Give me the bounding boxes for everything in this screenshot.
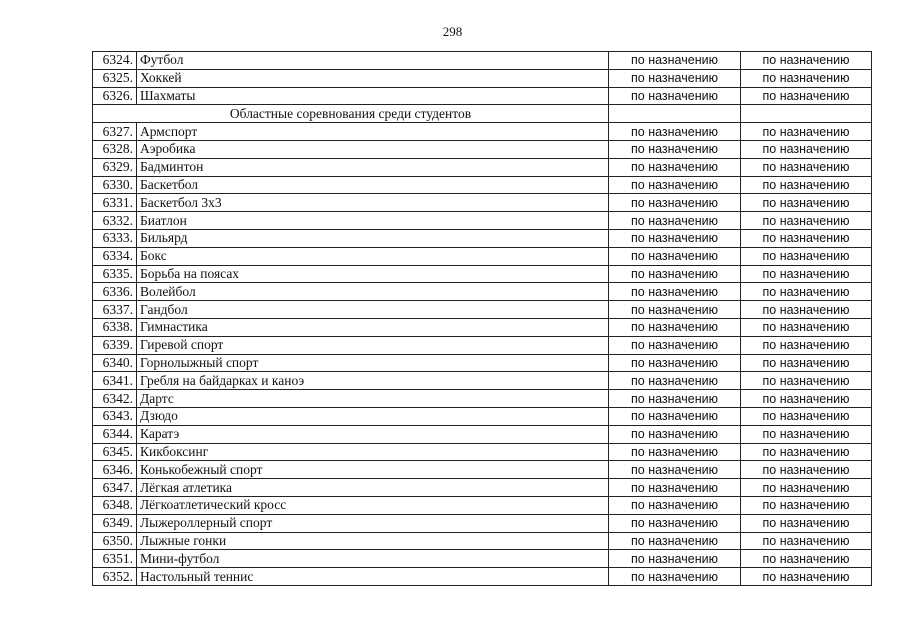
value-cell: по назначению	[741, 461, 872, 479]
value-cell: по назначению	[741, 176, 872, 194]
sport-name: Гребля на байдарках и каноэ	[137, 372, 609, 390]
table-row	[93, 123, 872, 141]
sport-name: Мини-футбол	[137, 550, 609, 568]
table-row	[93, 158, 872, 176]
row-number: 6351.	[93, 550, 137, 568]
value-cell: по назначению	[609, 443, 741, 461]
row-number: 6348.	[93, 496, 137, 514]
row-number: 6341.	[93, 372, 137, 390]
sport-name: Бадминтон	[137, 158, 609, 176]
row-number: 6326.	[93, 87, 137, 105]
table-row	[93, 140, 872, 158]
sport-name: Лыжероллерный спорт	[137, 514, 609, 532]
sport-name: Гандбол	[137, 301, 609, 319]
value-cell: по назначению	[741, 532, 872, 550]
value-cell: по назначению	[609, 52, 741, 70]
value-cell: по назначению	[609, 461, 741, 479]
row-number: 6345.	[93, 443, 137, 461]
value-cell: по назначению	[741, 443, 872, 461]
value-cell: по назначению	[741, 283, 872, 301]
row-number: 6347.	[93, 479, 137, 497]
row-number: 6339.	[93, 336, 137, 354]
table-row	[93, 550, 872, 568]
value-cell: по назначению	[741, 479, 872, 497]
value-cell: по назначению	[741, 496, 872, 514]
sport-name: Баскетбол	[137, 176, 609, 194]
sport-name: Каратэ	[137, 425, 609, 443]
value-cell: по назначению	[609, 425, 741, 443]
value-cell: по назначению	[609, 318, 741, 336]
sport-name: Биатлон	[137, 212, 609, 230]
table-row	[93, 461, 872, 479]
table-row	[93, 247, 872, 265]
row-number: 6342.	[93, 390, 137, 408]
table-body	[93, 52, 872, 586]
sport-name: Футбол	[137, 52, 609, 70]
value-cell: по назначению	[609, 87, 741, 105]
table-row	[93, 176, 872, 194]
table-row	[93, 390, 872, 408]
row-number: 6344.	[93, 425, 137, 443]
row-number: 6325.	[93, 69, 137, 87]
value-cell: по назначению	[741, 514, 872, 532]
table-row	[93, 301, 872, 319]
value-cell: по назначению	[609, 176, 741, 194]
row-number: 6329.	[93, 158, 137, 176]
sport-name: Настольный теннис	[137, 568, 609, 586]
value-cell: по назначению	[609, 568, 741, 586]
section-row	[93, 105, 872, 123]
value-cell: по назначению	[609, 265, 741, 283]
value-cell: по назначению	[609, 354, 741, 372]
table-row	[93, 496, 872, 514]
value-cell: по назначению	[609, 496, 741, 514]
sports-table	[92, 51, 872, 586]
sport-name: Армспорт	[137, 123, 609, 141]
table-row	[93, 336, 872, 354]
sport-name: Лыжные гонки	[137, 532, 609, 550]
value-cell: по назначению	[609, 532, 741, 550]
sport-name: Бильярд	[137, 229, 609, 247]
table-row	[93, 87, 872, 105]
value-cell: по назначению	[741, 140, 872, 158]
value-cell: по назначению	[609, 69, 741, 87]
row-number: 6340.	[93, 354, 137, 372]
table-row	[93, 514, 872, 532]
value-cell: по назначению	[609, 212, 741, 230]
sport-name: Борьба на поясах	[137, 265, 609, 283]
value-cell: по назначению	[609, 390, 741, 408]
value-cell: по назначению	[741, 372, 872, 390]
table-row	[93, 372, 872, 390]
row-number: 6330.	[93, 176, 137, 194]
value-cell: по назначению	[609, 158, 741, 176]
row-number: 6334.	[93, 247, 137, 265]
sport-name: Лёгкая атлетика	[137, 479, 609, 497]
row-number: 6332.	[93, 212, 137, 230]
value-cell: по назначению	[609, 479, 741, 497]
sport-name: Хоккей	[137, 69, 609, 87]
empty-cell	[741, 105, 872, 123]
value-cell: по назначению	[741, 212, 872, 230]
value-cell: по назначению	[741, 52, 872, 70]
value-cell: по назначению	[741, 354, 872, 372]
sport-name: Горнолыжный спорт	[137, 354, 609, 372]
sport-name: Шахматы	[137, 87, 609, 105]
value-cell: по назначению	[741, 550, 872, 568]
table-row	[93, 479, 872, 497]
row-number: 6327.	[93, 123, 137, 141]
sport-name: Дартс	[137, 390, 609, 408]
sport-name: Волейбол	[137, 283, 609, 301]
sport-name: Гимнастика	[137, 318, 609, 336]
value-cell: по назначению	[741, 229, 872, 247]
value-cell: по назначению	[741, 425, 872, 443]
value-cell: по назначению	[741, 194, 872, 212]
value-cell: по назначению	[741, 568, 872, 586]
value-cell: по назначению	[741, 336, 872, 354]
value-cell: по назначению	[741, 87, 872, 105]
row-number: 6349.	[93, 514, 137, 532]
sport-name: Баскетбол 3х3	[137, 194, 609, 212]
value-cell: по назначению	[609, 336, 741, 354]
sport-name: Лёгкоатлетический кросс	[137, 496, 609, 514]
table-row	[93, 194, 872, 212]
table-row	[93, 407, 872, 425]
value-cell: по назначению	[741, 390, 872, 408]
table-row	[93, 425, 872, 443]
value-cell: по назначению	[609, 372, 741, 390]
empty-cell	[609, 105, 741, 123]
table-row	[93, 212, 872, 230]
table-row	[93, 265, 872, 283]
value-cell: по назначению	[609, 123, 741, 141]
page-number: 298	[442, 24, 463, 39]
value-cell: по назначению	[741, 69, 872, 87]
sport-name: Гиревой спорт	[137, 336, 609, 354]
value-cell: по назначению	[741, 301, 872, 319]
value-cell: по назначению	[741, 123, 872, 141]
value-cell: по назначению	[741, 158, 872, 176]
sport-name: Дзюдо	[137, 407, 609, 425]
table-row	[93, 318, 872, 336]
value-cell: по назначению	[741, 318, 872, 336]
sport-name: Конькобежный спорт	[137, 461, 609, 479]
sport-name: Кикбоксинг	[137, 443, 609, 461]
sport-name: Аэробика	[137, 140, 609, 158]
row-number: 6343.	[93, 407, 137, 425]
table-row	[93, 532, 872, 550]
table-row	[93, 443, 872, 461]
table-row	[93, 229, 872, 247]
sport-name: Бокс	[137, 247, 609, 265]
table-row	[93, 52, 872, 70]
table-row	[93, 568, 872, 586]
table-row	[93, 283, 872, 301]
value-cell: по назначению	[609, 140, 741, 158]
value-cell: по назначению	[609, 194, 741, 212]
row-number: 6335.	[93, 265, 137, 283]
table-row	[93, 354, 872, 372]
table-row	[93, 69, 872, 87]
row-number: 6350.	[93, 532, 137, 550]
section-title: Областные соревнования среди студентов	[93, 105, 609, 123]
value-cell: по назначению	[609, 229, 741, 247]
value-cell: по назначению	[741, 247, 872, 265]
value-cell: по назначению	[609, 550, 741, 568]
row-number: 6328.	[93, 140, 137, 158]
row-number: 6338.	[93, 318, 137, 336]
value-cell: по назначению	[609, 514, 741, 532]
value-cell: по назначению	[609, 247, 741, 265]
row-number: 6331.	[93, 194, 137, 212]
row-number: 6324.	[93, 52, 137, 70]
value-cell: по назначению	[609, 301, 741, 319]
row-number: 6336.	[93, 283, 137, 301]
row-number: 6346.	[93, 461, 137, 479]
row-number: 6333.	[93, 229, 137, 247]
row-number: 6352.	[93, 568, 137, 586]
value-cell: по назначению	[741, 407, 872, 425]
row-number: 6337.	[93, 301, 137, 319]
value-cell: по назначению	[741, 265, 872, 283]
value-cell: по назначению	[609, 283, 741, 301]
value-cell: по назначению	[609, 407, 741, 425]
